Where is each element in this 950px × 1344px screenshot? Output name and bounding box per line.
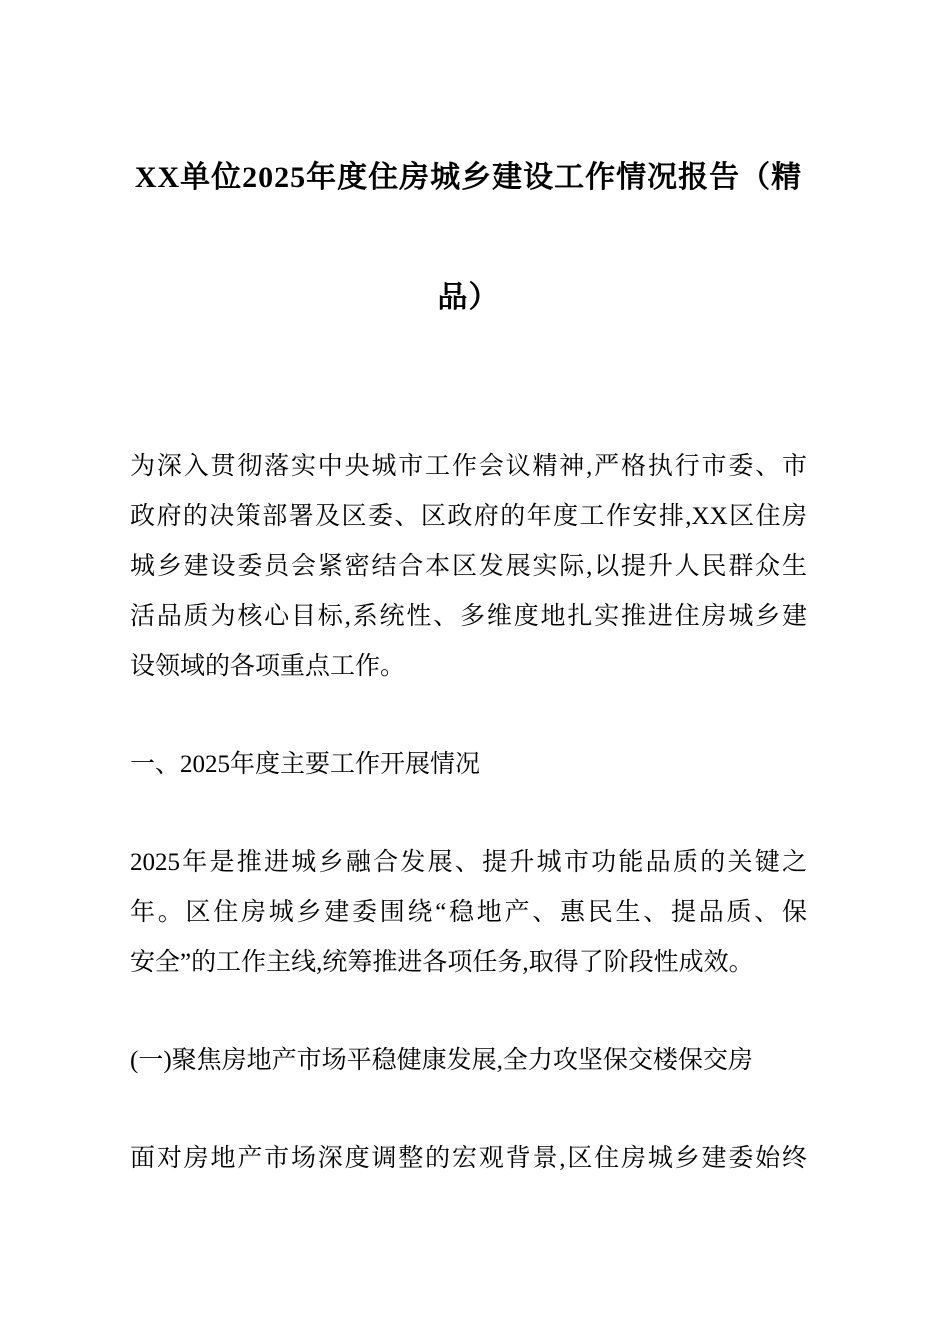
text-line: XX单位2025年度住房城乡建设工作情况报告（精 — [134, 161, 803, 194]
text-line: 设领域的各项重点工作。 — [130, 653, 406, 680]
text-line: 为深入贯彻落实中央城市工作会议精神,严格执行市委、市 — [130, 453, 807, 480]
document-title — [130, 118, 807, 358]
section-1-heading: 一、2025年度主要工作开展情况 — [130, 751, 481, 778]
text-line: 年。区住房城乡建委围绕“稳地产、惠民生、提品质、保 — [130, 899, 807, 926]
text-line: 政府的决策部署及区委、区政府的年度工作安排,XX区住房 — [130, 503, 807, 530]
text-line: 活品质为核心目标,系统性、多维度地扎实推进住房城乡建 — [130, 603, 807, 630]
subsection-1-paragraph — [130, 1134, 807, 1184]
text-line: 城乡建设委员会紧密结合本区发展实际,以提升人民群众生 — [130, 553, 807, 580]
section-1-intro-paragraph — [130, 838, 807, 988]
text-line: 面对房地产市场深度调整的宏观背景,区住房城乡建委始终 — [130, 1145, 807, 1172]
intro-paragraph — [130, 442, 807, 692]
subsection-1-heading: (一)聚焦房地产市场平稳健康发展,全力攻坚保交楼保交房 — [130, 1047, 753, 1074]
text-line: 安全”的工作主线,统筹推进各项任务,取得了阶段性成效。 — [130, 949, 754, 976]
text-line: 品） — [437, 281, 500, 314]
text-line: 2025年是推进城乡融合发展、提升城市功能品质的关键之 — [130, 849, 807, 876]
